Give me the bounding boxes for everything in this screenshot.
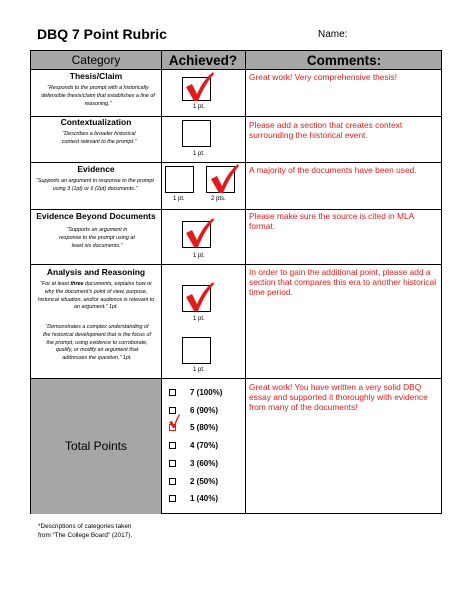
total-option[interactable]: 6 (90%) [169, 404, 218, 416]
comment-contextualization: Please add a section that creates context surrounding the historical event. [249, 120, 403, 140]
checkbox-icon[interactable] [169, 495, 176, 502]
check-mark-icon [181, 281, 215, 313]
rubric-table [30, 50, 442, 514]
description-contextualization: “Describes a broader historical context relevant to the prompt.” [61, 131, 137, 145]
points-label: 1 pt. [193, 367, 205, 373]
category-analysis: Analysis and Reasoning [46, 267, 146, 277]
total-points-label: Total Points [31, 378, 161, 514]
check-mark-icon [206, 163, 240, 195]
points-label: 1 pt. [193, 253, 205, 259]
points-label: 1 pt. [193, 151, 205, 157]
footnote: *Descriptions of categories taken from “The College Board” (2017). [38, 523, 133, 539]
total-option[interactable]: 2 (50%) [169, 475, 218, 487]
checkbox-icon[interactable] [169, 389, 176, 396]
category-contextualization: Contextualization [60, 117, 132, 127]
total-option[interactable]: 7 (100%) [169, 386, 222, 398]
check-mark-icon [181, 217, 215, 249]
header-category: Category [71, 53, 121, 67]
check-mark-icon [181, 71, 215, 103]
points-label: 2 pts. [211, 196, 226, 202]
total-option[interactable]: 3 (60%) [169, 457, 218, 469]
category-evidence-beyond: Evidence Beyond Documents [36, 211, 156, 221]
header-achieved: Achieved? [168, 52, 238, 68]
header-comments: Comments: [306, 52, 382, 68]
description-evidence-beyond: “Supports an argument in response to the prompt using at least six documents.” [59, 227, 135, 249]
total-option[interactable]: 1 (40%) [169, 492, 218, 504]
category-evidence: Evidence [77, 164, 115, 174]
checkbox-analysis-2[interactable] [182, 337, 211, 364]
check-mark-icon [168, 413, 180, 429]
checkbox-icon[interactable] [169, 442, 176, 449]
description-analysis-2: “Demonstrates a complex understanding of the historical development that is the focus of the prompt, using evidence to corroborate, qualify, or modify an argument that addresses the question.” 1pt. [43, 324, 151, 362]
comment-thesis: Great work! Very comprehensive thesis! [249, 72, 398, 82]
checkbox-evidence-1pt[interactable] [165, 166, 194, 193]
name-label: Name: [318, 29, 348, 40]
description-analysis-1: “For at least three documents, explains how or why the document’s point of view, purpose, historical situation, and/or audience is relevant to an argument.” 1pt. [37, 281, 155, 311]
comment-evidence-beyond: Please make sure the source is cited in MLA format. [249, 211, 414, 231]
header-row [31, 51, 441, 69]
comment-evidence: A majority of the documents have been used. [249, 165, 417, 175]
comment-total: Great work! You have written a very solid DBQ essay and supported it thoroughly with evidence from many of the documents! [249, 382, 428, 412]
points-label: 1 pt. [173, 196, 185, 202]
points-label: 1 pt. [193, 316, 205, 322]
points-label: 1 pt. [193, 104, 205, 110]
description-evidence: “Supports an argument in response to the prompt using 3 (1pt) or 6 (2pt) documents.” [36, 178, 154, 192]
category-thesis: Thesis/Claim [69, 71, 123, 81]
description-thesis: “Responds to the prompt with a historically defensible thesis/claim that establishes a line of reasoning.” [41, 85, 155, 107]
total-option[interactable]: 4 (70%) [169, 439, 218, 451]
comment-analysis: In order to gain the additional point, please add a section that compares this era to another historical time period. [249, 267, 437, 297]
checkbox-icon[interactable] [169, 460, 176, 467]
checkbox-icon[interactable] [169, 478, 176, 485]
total-option-selected[interactable]: 5 (80%) [169, 421, 218, 433]
checkbox-contextualization[interactable] [182, 120, 211, 147]
page-title: DBQ 7 Point Rubric [37, 26, 167, 42]
